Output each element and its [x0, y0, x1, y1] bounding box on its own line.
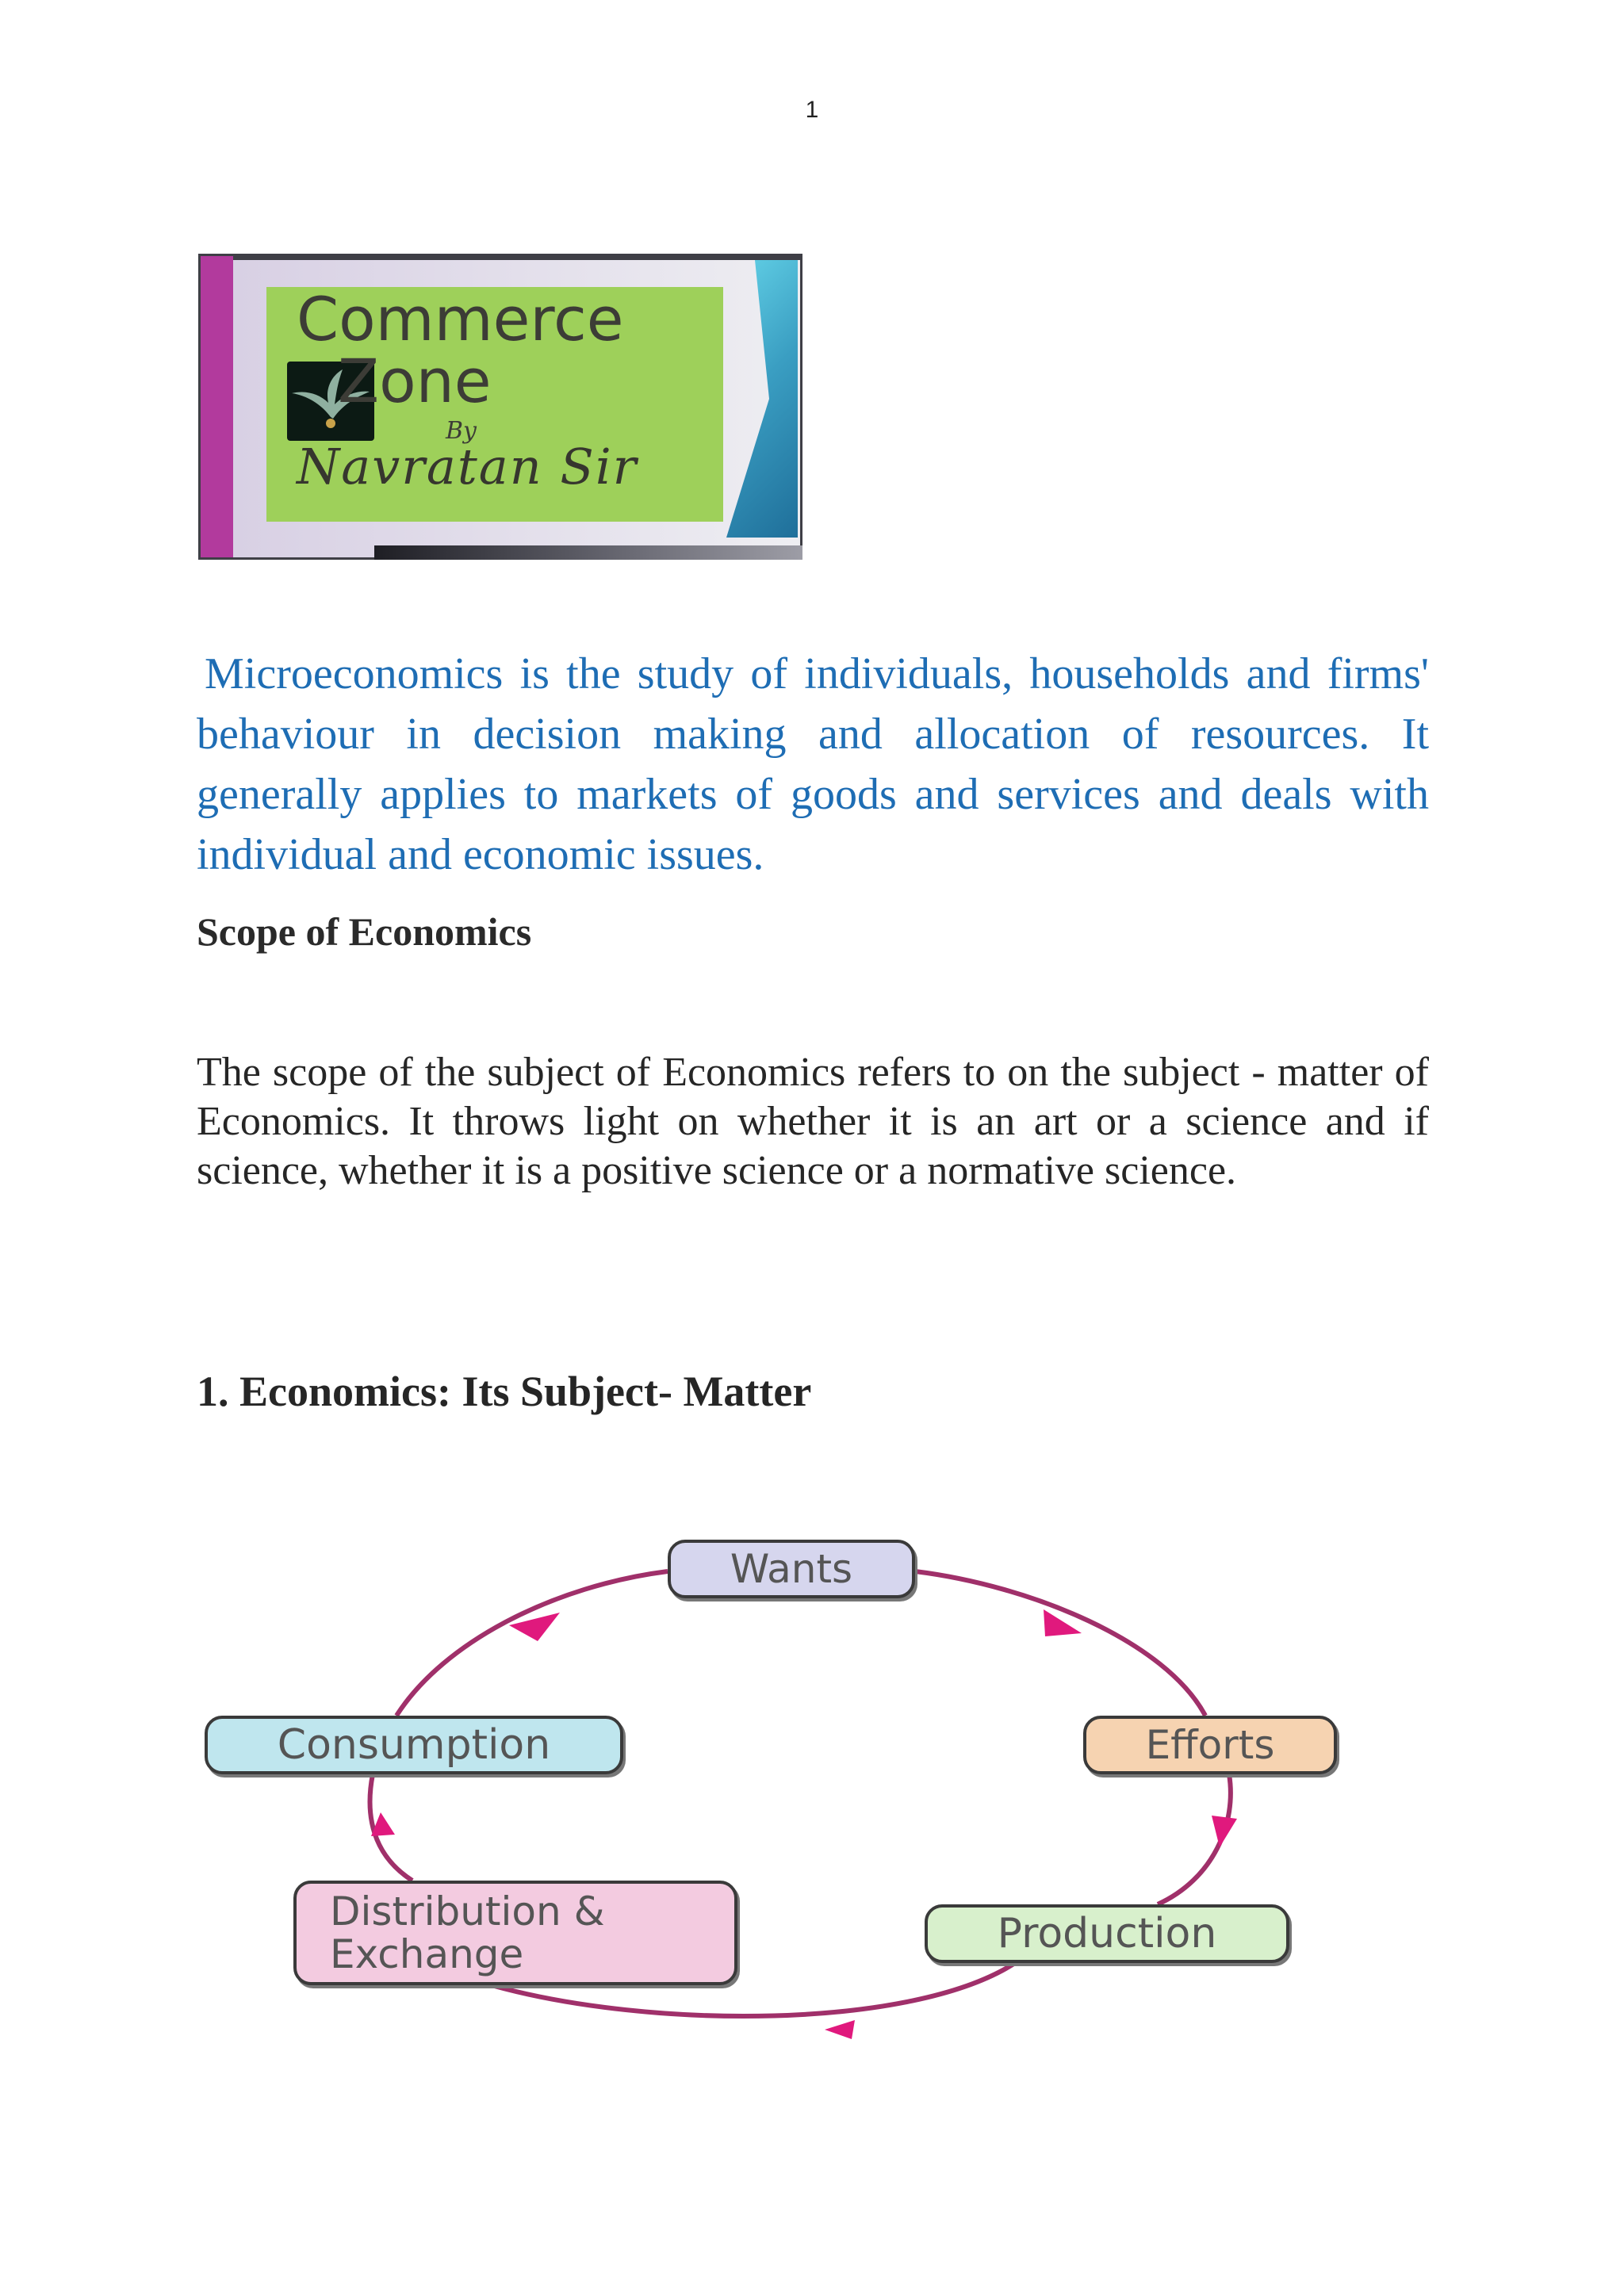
distribution-label-line1: Distribution &	[330, 1888, 605, 1934]
wants-label: Wants	[730, 1546, 853, 1592]
logo-by: By	[446, 417, 477, 445]
efforts-label: Efforts	[1145, 1722, 1275, 1768]
logo-author: Navratan Sir	[297, 438, 638, 496]
page-number: 1	[805, 97, 819, 123]
distribution-label-line2: Exchange	[330, 1931, 524, 1977]
production-label: Production	[997, 1910, 1217, 1957]
scope-paragraph: The scope of the subject of Economics refers to on the subject - matter of Economics. It throws light on whether it is an art or a science and if science, whether it is a positive science or a normative science.	[197, 1050, 1429, 1193]
arrowhead-3	[1212, 1816, 1237, 1847]
cycle-node-consumption	[205, 1716, 623, 1774]
intro-text: Microeconomics is the study of individuals, households and firms' behaviour in decision making and allocation of resources. It generally applies to markets of goods and services and deals with individual and economic issues.	[197, 649, 1429, 879]
consumption-label: Consumption	[277, 1721, 551, 1769]
logo-title-line2: Zone	[338, 346, 492, 416]
subject-matter-heading: 1. Economics: Its Subject- Matter	[197, 1368, 812, 1415]
cycle-node-production	[925, 1904, 1289, 1963]
arc-consumption-to-wants	[396, 1571, 668, 1716]
logo-title-line1: Commerce	[297, 284, 624, 354]
scope-heading: Scope of Economics	[197, 909, 532, 954]
cycle-node-distribution-exchange	[293, 1881, 737, 1985]
arrowhead-4	[825, 2020, 855, 2039]
arrowhead-5	[371, 1812, 395, 1836]
arc-wants-to-efforts	[915, 1571, 1205, 1716]
cycle-node-wants	[668, 1540, 915, 1598]
cycle-node-efforts	[1083, 1716, 1337, 1774]
